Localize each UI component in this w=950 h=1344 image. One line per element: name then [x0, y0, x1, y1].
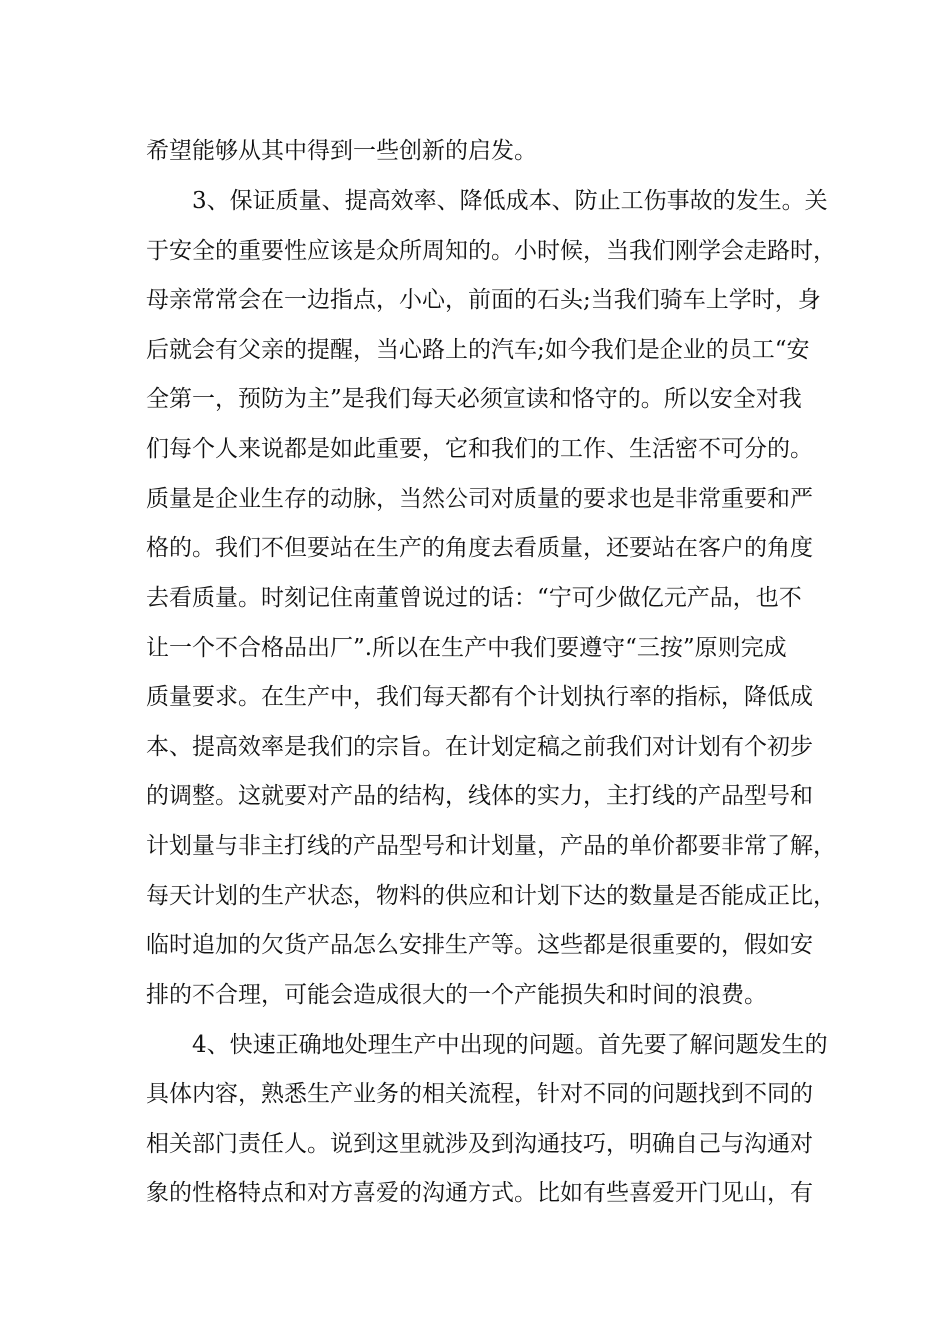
text-line	[0, 384, 950, 414]
text-line	[0, 732, 950, 762]
text-line	[0, 1129, 950, 1159]
line-text: 格的。我们不但要站在生产的角度去看质量，还要站在客户的角度	[146, 535, 813, 561]
line-text: 质量要求。在生产中，我们每天都有个计划执行率的指标，降低成	[146, 684, 813, 710]
line-text: 具体内容，熟悉生产业务的相关流程，针对不同的问题找到不同的	[146, 1081, 813, 1107]
text-line	[0, 633, 950, 663]
line-text: 本、提高效率是我们的宗旨。在计划定稿之前我们对计划有个初步	[146, 734, 813, 760]
text-line	[0, 136, 950, 166]
text-line	[0, 781, 950, 811]
text-line	[0, 434, 950, 464]
text-line	[0, 583, 950, 613]
line-text: 质量是企业生存的动脉，当然公司对质量的要求也是非常重要和严	[146, 486, 813, 512]
line-text: 母亲常常会在一边指点，小心，前面的石头;当我们骑车上学时，身	[146, 287, 821, 313]
line-text: 临时追加的欠货产品怎么安排生产等。这些都是很重要的，假如安	[146, 932, 813, 958]
line-text: 让一个不合格品出厂”.所以在生产中我们要遵守“三按”原则完成	[146, 635, 787, 661]
text-line	[0, 682, 950, 712]
line-text: 全第一，预防为主”是我们每天必须宣读和恪守的。所以安全对我	[146, 386, 802, 412]
line-text: 相关部门责任人。说到这里就涉及到沟通技巧，明确自己与沟通对	[146, 1131, 813, 1157]
line-text: 希望能够从其中得到一些创新的启发。	[146, 138, 537, 164]
line-text: 去看质量。时刻记住南董曾说过的话：“宁可少做亿元产品，也不	[146, 585, 802, 611]
paragraph-start-line	[0, 1030, 950, 1060]
line-text: 象的性格特点和对方喜爱的沟通方式。比如有些喜爱开门见山，有	[146, 1180, 813, 1206]
line-text: 3、保证质量、提高效率、降低成本、防止工伤事故的发生。关	[192, 188, 828, 214]
line-text: 后就会有父亲的提醒，当心路上的汽车;如今我们是企业的员工“安	[146, 337, 810, 363]
text-line	[0, 285, 950, 315]
text-line	[0, 335, 950, 365]
line-text: 们每个人来说都是如此重要，它和我们的工作、生活密不可分的。	[146, 436, 813, 462]
text-line	[0, 484, 950, 514]
line-text: 计划量与非主打线的产品型号和计划量，产品的单价都要非常了解，	[146, 833, 836, 859]
text-line	[0, 881, 950, 911]
text-line	[0, 831, 950, 861]
text-line	[0, 1178, 950, 1208]
text-line	[0, 533, 950, 563]
line-text: 的调整。这就要对产品的结构，线体的实力，主打线的产品型号和	[146, 783, 813, 809]
line-text: 排的不合理，可能会造成很大的一个产能损失和时间的浪费。	[146, 982, 767, 1008]
text-line	[0, 980, 950, 1010]
text-line	[0, 930, 950, 960]
text-line	[0, 236, 950, 266]
line-text: 4、快速正确地处理生产中出现的问题。首先要了解问题发生的	[192, 1032, 828, 1058]
text-line	[0, 1079, 950, 1109]
paragraph-start-line	[0, 186, 950, 216]
line-text: 于安全的重要性应该是众所周知的。小时候，当我们刚学会走路时，	[146, 238, 836, 264]
line-text: 每天计划的生产状态，物料的供应和计划下达的数量是否能成正比，	[146, 883, 836, 909]
